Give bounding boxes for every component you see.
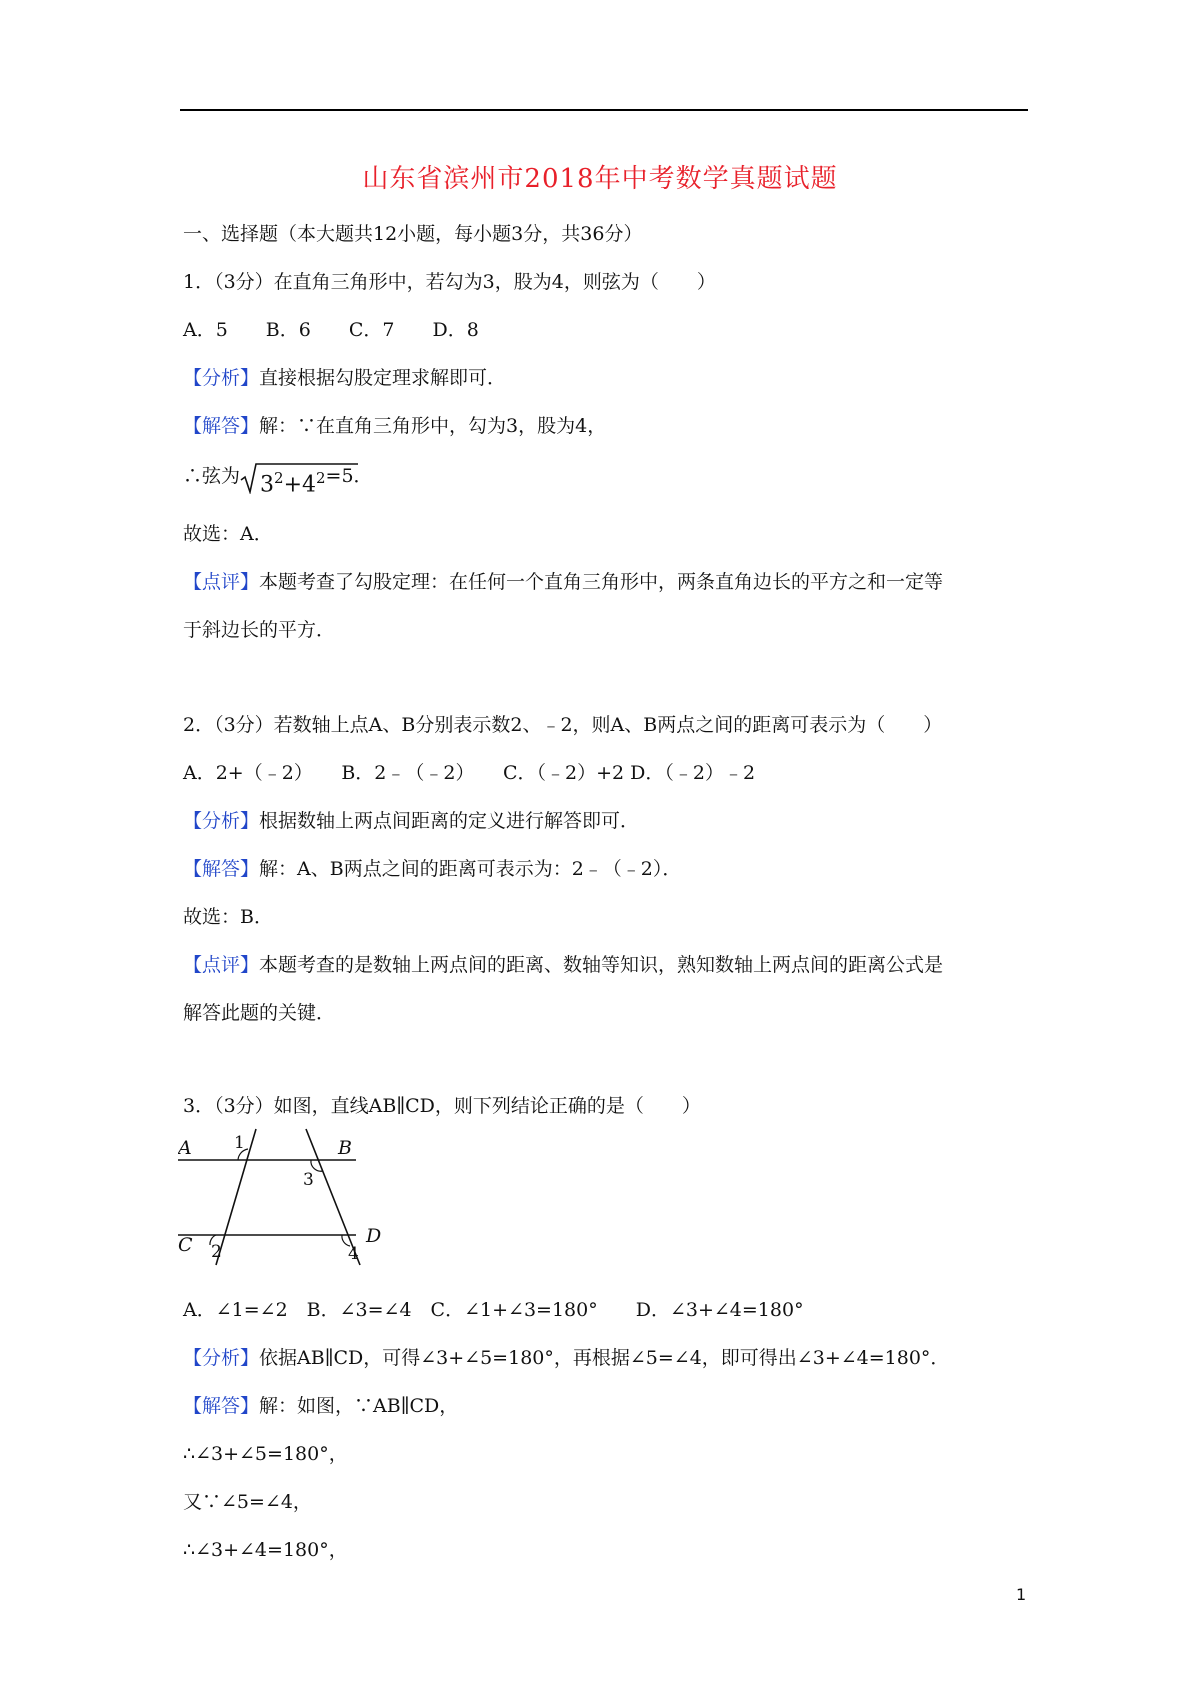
q1-choice: 故选：A． — [183, 523, 273, 545]
sqrt-plus: + — [283, 472, 302, 498]
analysis-tag: 【分析】 — [183, 1347, 260, 1369]
page-title: 山东省滨州市2018年中考数学真题试题 — [362, 164, 838, 194]
label-a: A — [178, 1137, 192, 1159]
analysis-tag: 【分析】 — [183, 810, 260, 832]
q3-step3: ∴∠3+∠4=180°， — [183, 1539, 348, 1561]
angle-1-label: 1 — [234, 1133, 245, 1153]
q1-step1 — [183, 462, 373, 498]
q2-choice: 故选：B． — [183, 906, 273, 928]
sqrt-expression — [240, 462, 326, 498]
label-c: C — [178, 1234, 193, 1256]
q2-comment-text: 本题考查的是数轴上两点间的距离、数轴等知识，熟知数轴上两点间的距离公式是 — [259, 954, 944, 976]
solution-tag: 【解答】 — [183, 858, 260, 880]
solution-tag: 【解答】 — [183, 415, 260, 437]
q2-solution — [183, 857, 681, 881]
q1-stem: 1．（3分）在直角三角形中，若勾为3，股为4，则弦为（ ） — [183, 271, 716, 293]
comment-tag: 【点评】 — [183, 954, 260, 976]
q1-comment-text: 本题考查了勾股定理：在任何一个直角三角形中，两条直角边长的平方之和一定等 — [259, 571, 944, 593]
q1-analysis — [183, 366, 506, 390]
sqrt-exp-1: 2 — [274, 469, 284, 487]
parallel-lines-figure — [178, 1127, 398, 1267]
q3-analysis — [183, 1346, 949, 1370]
angle-3-label: 3 — [303, 1170, 314, 1190]
label-d: D — [366, 1225, 382, 1247]
angle-4-label: 4 — [348, 1244, 359, 1264]
q1-solution — [183, 414, 606, 438]
sqrt-base-1: 3 — [260, 472, 275, 498]
radical-sign — [240, 462, 360, 494]
comment-tag: 【点评】 — [183, 571, 260, 593]
q2-comment — [183, 953, 943, 977]
q2-options: A．2+（﹣2） B．2﹣（﹣2） C．（﹣2）+2 D．（﹣2）﹣2 — [183, 762, 756, 784]
page-number: 1 — [1016, 1585, 1027, 1604]
angle-2-label: 2 — [211, 1242, 222, 1262]
q3-analysis-text: 依据AB∥CD，可得∠3+∠5=180°，再根据∠5=∠4，即可得出∠3+∠4=180°． — [259, 1347, 950, 1369]
solution-tag: 【解答】 — [183, 1395, 260, 1417]
q1-comment — [183, 570, 943, 594]
q1-options: A．5 B．6 C．7 D．8 — [183, 319, 479, 341]
header-rule — [180, 109, 1028, 111]
label-b: B — [338, 1137, 352, 1159]
q1-comment-cont: 于斜边长的平方． — [183, 619, 336, 641]
q3-solution-text: 解：如图，∵AB∥CD， — [259, 1395, 459, 1417]
section-heading: 一、选择题（本大题共12小题，每小题3分，共36分） — [183, 223, 643, 245]
q1-solution-text: 解：∵在直角三角形中，勾为3，股为4， — [259, 415, 607, 437]
q3-stem: 3．（3分）如图，直线AB∥CD，则下列结论正确的是（ ） — [183, 1095, 701, 1117]
q1-step1-suffix: =5． — [325, 465, 373, 487]
sqrt-exp-2: 2 — [316, 469, 326, 487]
q1-analysis-text: 直接根据勾股定理求解即可． — [259, 367, 507, 389]
q3-step2: 又∵∠5=∠4， — [183, 1491, 312, 1513]
analysis-tag: 【分析】 — [183, 367, 260, 389]
q2-analysis-text: 根据数轴上两点间距离的定义进行解答即可． — [259, 810, 640, 832]
q3-options: A．∠1=∠2 B．∠3=∠4 C．∠1+∠3=180° D．∠3+∠4=180° — [183, 1299, 804, 1321]
q2-analysis — [183, 809, 639, 833]
q1-step1-prefix: ∴弦为 — [183, 465, 241, 487]
q2-comment-cont: 解答此题的关键． — [183, 1002, 336, 1024]
q3-solution — [183, 1394, 458, 1418]
q3-step1: ∴∠3+∠5=180°， — [183, 1443, 348, 1465]
q2-solution-text: 解：A、B两点之间的距离可表示为：2﹣（﹣2）． — [259, 858, 682, 880]
sqrt-base-2: 4 — [302, 472, 316, 498]
q2-stem: 2．（3分）若数轴上点A、B分别表示数2、﹣2，则A、B两点之间的距离可表示为（ ） — [183, 714, 943, 736]
